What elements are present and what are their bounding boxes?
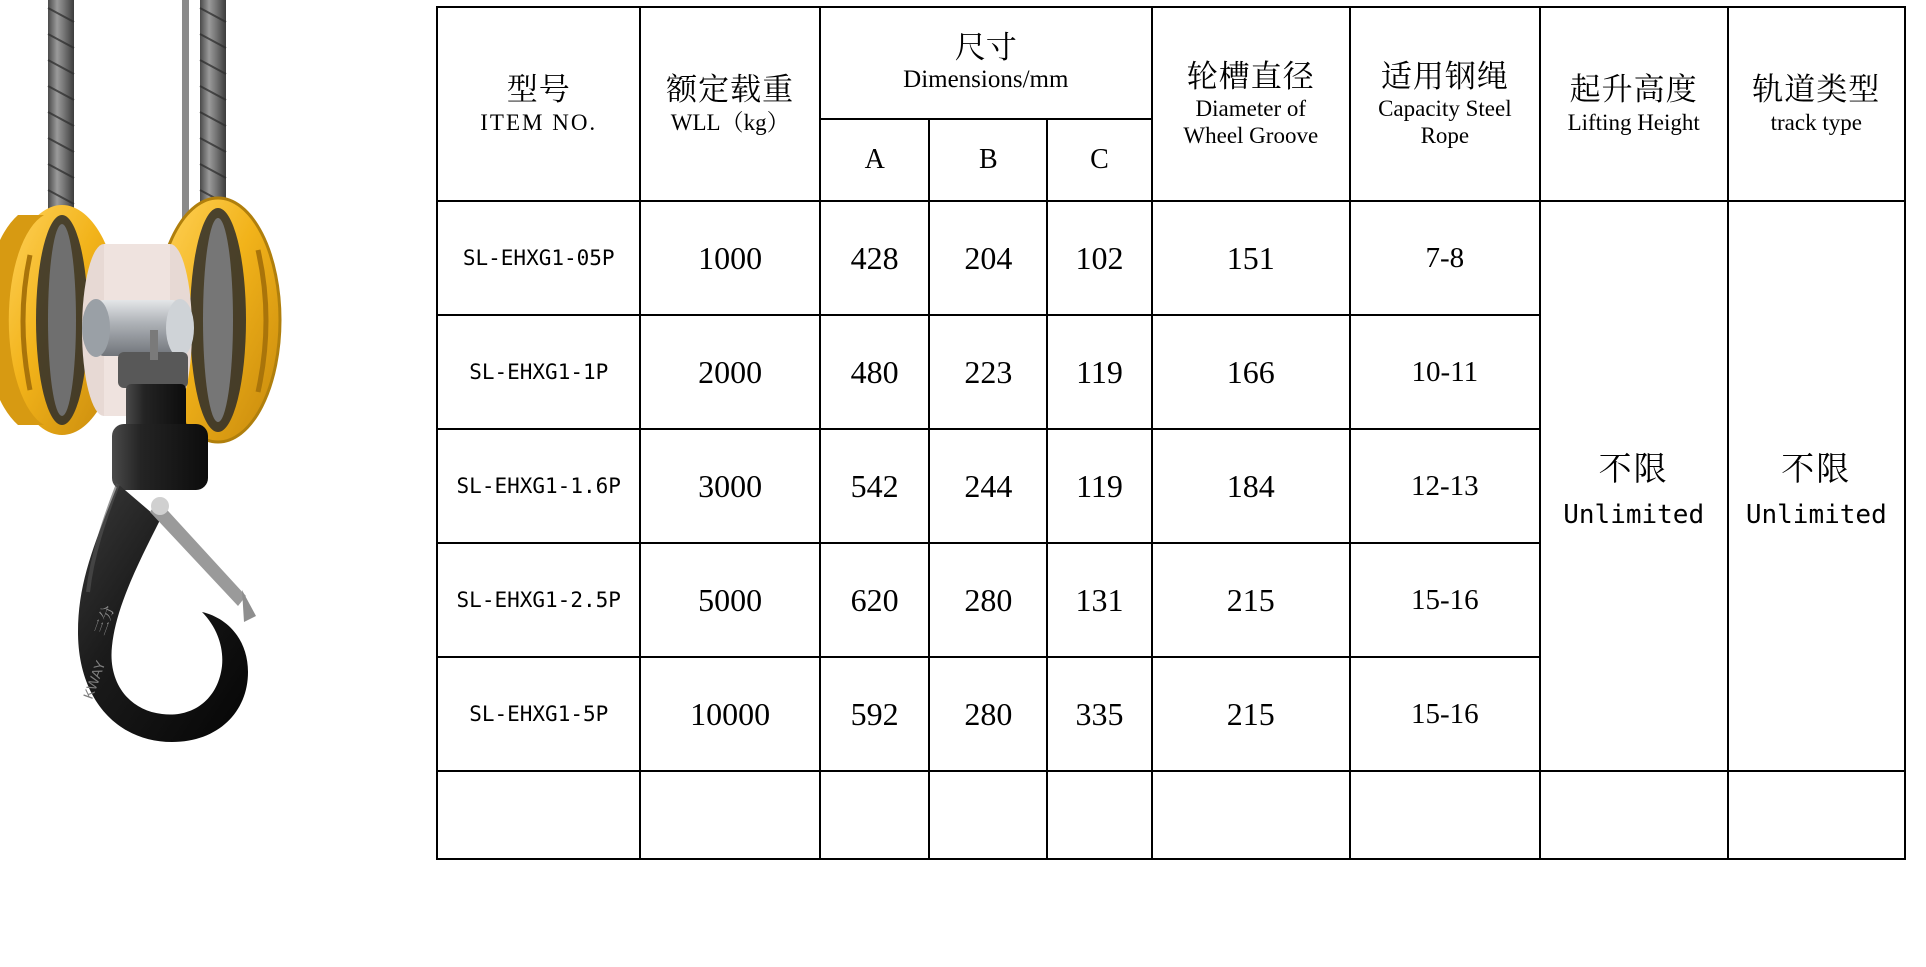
- cell-wll: 1000: [640, 201, 819, 315]
- specification-table-wrapper: [436, 6, 1906, 860]
- header-steel-rope: [1350, 7, 1540, 201]
- cell-b: 223: [929, 315, 1047, 429]
- header-dimensions-en: Dimensions/mm: [903, 66, 1069, 94]
- cell-wll: 5000: [640, 543, 819, 657]
- header-steel-rope-en2: Rope: [1420, 123, 1470, 149]
- cell-wll: 3000: [640, 429, 819, 543]
- cell-rope: 10-11: [1350, 315, 1540, 429]
- lifting-hook: [78, 484, 256, 742]
- footer-cell: [1350, 771, 1540, 859]
- cell-rope: 7-8: [1350, 201, 1540, 315]
- footer-cell: [929, 771, 1047, 859]
- cell-b: 280: [929, 657, 1047, 771]
- cell-b: 244: [929, 429, 1047, 543]
- footer-cell: [640, 771, 819, 859]
- cell-a: 480: [820, 315, 930, 429]
- track-type-value-en: Unlimited: [1745, 499, 1887, 530]
- footer-cell: [820, 771, 930, 859]
- header-dim-c: C: [1047, 119, 1151, 201]
- header-wll-cn: 额定载重: [666, 72, 795, 109]
- specification-table: [436, 6, 1906, 860]
- header-wll-en: WLL（kg）: [670, 109, 790, 135]
- cell-a: 542: [820, 429, 930, 543]
- cell-a: 428: [820, 201, 930, 315]
- header-track-type-cn: 轨道类型: [1752, 72, 1881, 109]
- cell-groove: 215: [1152, 657, 1350, 771]
- cell-rope: 12-13: [1350, 429, 1540, 543]
- cell-c: 119: [1047, 429, 1151, 543]
- header-lifting-height: [1540, 7, 1728, 201]
- cell-wll: 10000: [640, 657, 819, 771]
- footer-cell: [1152, 771, 1350, 859]
- header-dim-a: A: [820, 119, 930, 201]
- axle: [82, 299, 194, 357]
- footer-cell: [1728, 771, 1905, 859]
- header-steel-rope-en1: Capacity Steel: [1378, 96, 1512, 122]
- header-dimensions-cn: 尺寸: [954, 29, 1017, 66]
- cell-wll: 2000: [640, 315, 819, 429]
- hook-marking-2: KWAY: [79, 658, 109, 702]
- footer-cell: [437, 771, 640, 859]
- cell-groove: 166: [1152, 315, 1350, 429]
- table-row: [437, 201, 1905, 315]
- cell-track-type-merged: [1728, 201, 1905, 771]
- hook-marking-1: 三分: [90, 603, 119, 638]
- header-model-cn: 型号: [506, 72, 571, 109]
- cell-model: SL-EHXG1-05P: [437, 201, 640, 315]
- lifting-height-value-en: Unlimited: [1563, 499, 1705, 530]
- header-lifting-height-cn: 起升高度: [1569, 72, 1698, 109]
- cell-model: SL-EHXG1-5P: [437, 657, 640, 771]
- cell-b: 204: [929, 201, 1047, 315]
- cell-a: 592: [820, 657, 930, 771]
- footer-cell: [1047, 771, 1151, 859]
- lifting-height-value-cn: 不限: [1598, 448, 1669, 488]
- header-wheel-groove-en1: Diameter of: [1195, 96, 1307, 122]
- header-dimensions: [820, 7, 1152, 119]
- cell-model: SL-EHXG1-1P: [437, 315, 640, 429]
- header-dim-b: B: [929, 119, 1047, 201]
- footer-cell: [1540, 771, 1728, 859]
- cell-lifting-height-merged: [1540, 201, 1728, 771]
- header-wheel-groove: [1152, 7, 1350, 201]
- header-model: [437, 7, 640, 201]
- header-track-type: [1728, 7, 1905, 201]
- product-photo: [0, 0, 430, 967]
- header-track-type-en: track type: [1770, 109, 1862, 135]
- track-type-value-cn: 不限: [1781, 448, 1852, 488]
- cell-c: 102: [1047, 201, 1151, 315]
- cell-a: 620: [820, 543, 930, 657]
- header-steel-rope-cn: 适用钢绳: [1380, 58, 1509, 95]
- table-footer-row: [437, 771, 1905, 859]
- cell-rope: 15-16: [1350, 543, 1540, 657]
- cell-c: 119: [1047, 315, 1151, 429]
- header-lifting-height-en: Lifting Height: [1567, 109, 1700, 135]
- cell-model: SL-EHXG1-2.5P: [437, 543, 640, 657]
- cell-groove: 184: [1152, 429, 1350, 543]
- header-wheel-groove-cn: 轮槽直径: [1186, 58, 1315, 95]
- cell-c: 335: [1047, 657, 1151, 771]
- header-model-en: ITEM NO.: [480, 109, 598, 135]
- table-header-row-1: [437, 7, 1905, 119]
- cell-groove: 151: [1152, 201, 1350, 315]
- header-wll: [640, 7, 819, 201]
- cell-model: SL-EHXG1-1.6P: [437, 429, 640, 543]
- cell-b: 280: [929, 543, 1047, 657]
- cell-c: 131: [1047, 543, 1151, 657]
- cell-rope: 15-16: [1350, 657, 1540, 771]
- header-wheel-groove-en2: Wheel Groove: [1183, 123, 1319, 149]
- cell-groove: 215: [1152, 543, 1350, 657]
